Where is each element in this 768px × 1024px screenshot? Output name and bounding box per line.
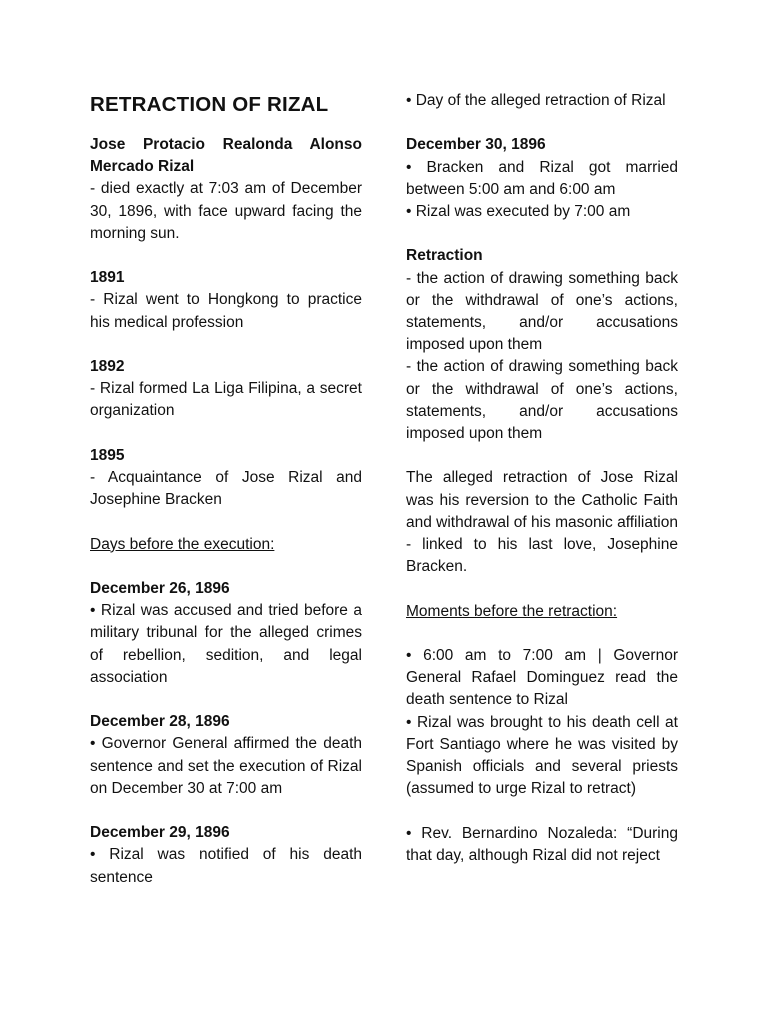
year-1892-heading: 1892 [90,358,125,375]
moment-2-text: • Rizal was brought to his death cell at Fort Santiago where he was visited by Spanish officials and several priests (assumed to urge Rizal to retract) [406,713,678,798]
dec26-text: • Rizal was accused and tried before a military tribunal for the alleged crimes of rebellion, sedition, and legal association [90,602,362,686]
retraction-heading: Retraction [406,247,483,265]
dec28-heading: December 28, 1896 [90,713,230,731]
left-column [90,90,362,889]
document-title: RETRACTION OF RIZAL [90,93,329,116]
moments-before-heading: Moments before the retraction: [406,602,618,620]
year-1892-text: - Rizal formed La Liga Filipina, a secret organization [90,380,362,420]
day-alleged-text: • Day of the alleged retraction of Rizal [406,92,666,109]
right-column [406,90,678,867]
dec30-text-1: • Bracken and Rizal got married between 5:00 am and 6:00 am [406,158,678,198]
dec28-text: • Governor General affirmed the death sentence and set the execution of Rizal on December 30 at 7:00 am [90,735,362,797]
dec26-heading: December 26, 1896 [90,579,230,597]
year-1891-heading: 1891 [90,269,125,287]
dec29-heading: December 29, 1896 [90,824,230,842]
death-text: - died exactly at 7:03 am of December 30, 1896, with face upward facing the morning sun. [90,180,362,242]
year-1895-text: - Acquaintance of Jose Rizal and Josephine Bracken [90,469,362,509]
name-heading: Jose Protacio Realonda Alonso Mercado Rizal [90,136,362,176]
year-1895-heading: 1895 [90,446,125,464]
retraction-definition-2: - the action of drawing something back or the withdrawal of one’s actions, statements, and/or accusations imposed upon them [406,358,678,443]
retraction-definition-1: - the action of drawing something back or the withdrawal of one’s actions, statements, and/or accusations imposed upon them [406,269,678,354]
nozaleda-quote: • Rev. Bernardino Nozaleda: “During that day, although Rizal did not reject [406,824,678,864]
year-1891-text: - Rizal went to Hongkong to practice his medical profession [90,291,362,331]
alleged-retraction-paragraph: The alleged retraction of Jose Rizal was his reversion to the Catholic Faith and withdrawal of his masonic affiliation - linked to his last love, Josephine Bracken. [406,469,678,576]
dec30-text-2: • Rizal was executed by 7:00 am [406,203,631,220]
moment-1-text: • 6:00 am to 7:00 am | Governor General Rafael Dominguez read the death sentence to Rizal [406,647,678,709]
dec29-text: • Rizal was notified of his death sentence [90,846,362,886]
days-before-heading: Days before the execution: [90,535,275,553]
dec30-heading: December 30, 1896 [406,136,546,154]
